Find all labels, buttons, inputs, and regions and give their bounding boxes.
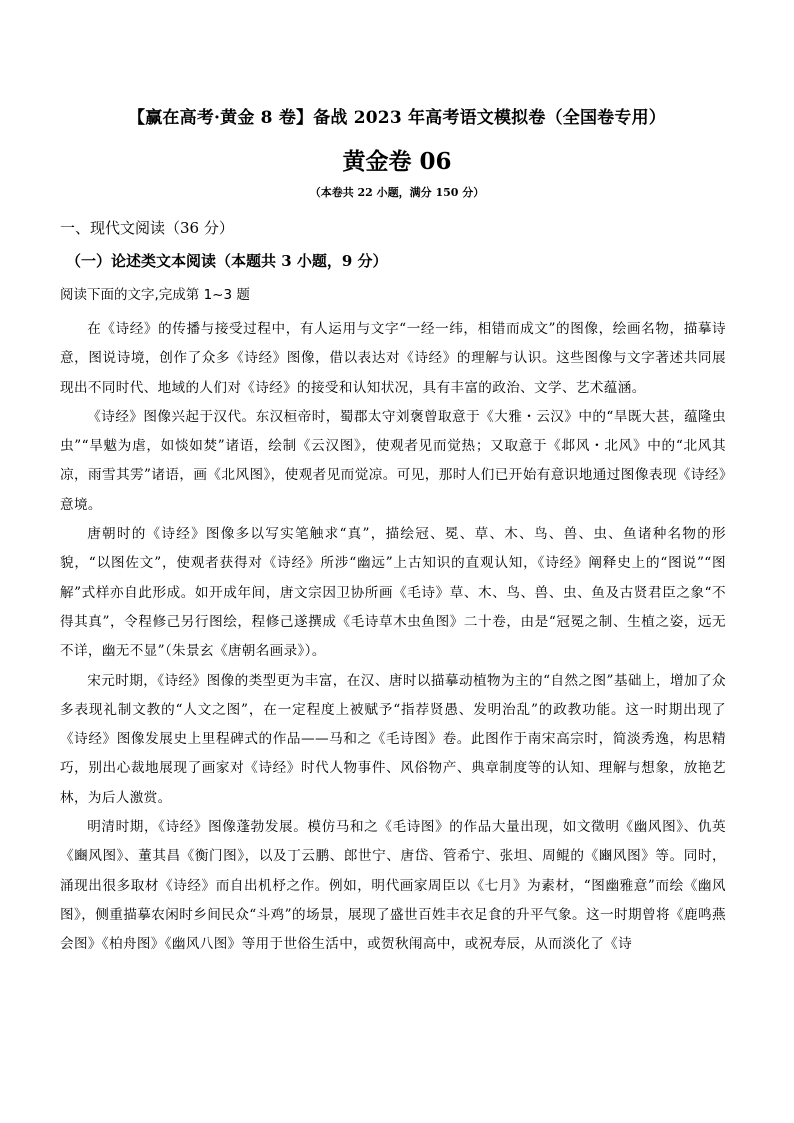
exam-scope-note: （本卷共 22 小题，满分 150 分）: [309, 186, 485, 199]
exam-paper-title: 黄金卷 06: [342, 148, 452, 175]
passage-paragraph: 明清时期，《诗经》图像蓬勃发展。模仿马和之《毛诗图》的作品大量出现，如文徵明《幽风图》、仇英《豳风图》、董其昌《衡门图》，以及丁云鹏、郎世宁、唐岱、管希宁、张坦、周鲲的《豳风图》等。同时，涌现出很多取材《诗经》而自出机杼之作。例如，明代画家周臣以《七月》为素材，“图幽雅意”而绘《幽风图》，侧重描摹农闲时乡间民众“斗鸡”的场景，展现了盛世百姓丰衣足食的升平气象。这一时期曾将《鹿鸣燕会图》《柏舟图》《幽风八图》等用于世俗生活中，或贺秋闱高中，或祝寿辰，从而淡化了《诗: [60, 819, 726, 953]
reading-instruction: 阅读下面的文字,完成第 1~3 题: [60, 287, 250, 303]
exam-series-title: 【赢在高考·黄金 8 卷】备战 2023 年高考语文模拟卷（全国卷专用）: [128, 108, 666, 128]
passage-paragraph: 唐朝时的《诗经》图像多以写实笔触求“真”，描绘冠、冕、草、木、鸟、兽、虫、鱼诸种名物的形貌，“以图佐文”，使观者获得对《诗经》所涉“幽远”上古知识的直观认知，《诗经》阐释史上的“图说”“图解”式样亦自此形成。如开成年间，唐文宗因卫协所画《毛诗》草、木、鸟、兽、虫、鱼及古贤君臣之象“不得其真”，令程修己另行图绘，程修己遂撰成《毛诗草木虫鱼图》二十卷，由是“冠冕之制、生植之姿，远无不详，幽无不显”（朱景玄《唐朝名画录》）。: [60, 526, 726, 660]
reading-passage: [60, 315, 726, 960]
passage-paragraph: 《诗经》图像兴起于汉代。东汉桓帝时，蜀郡太守刘褒曾取意于《大雅・云汉》中的“旱既大甚，蕴隆虫虫”“旱魃为虐，如惔如焚”诸语，绘制《云汉图》，使观者见而觉热；又取意于《邶风・北风》中的“北风其凉，雨雪其雱”诸语，画《北风图》，使观者见而觉凉。可见，那时人们已开始有意识地通过图像表现《诗经》意境。: [60, 408, 726, 513]
section-heading-modern-reading: 一、现代文阅读（36 分）: [60, 219, 234, 237]
passage-paragraph: 宋元时期，《诗经》图像的类型更为丰富，在汉、唐时以描摹动植物为主的“自然之图”基础上，增加了众多表现礼制文教的“人文之图”，在一定程度上被赋予“指荐贤愚、发明治乱”的政教功能。这一时期出现了《诗经》图像发展史上里程碑式的作品——马和之《毛诗图》卷。此图作于南宋高宗时，简淡秀逸，构思精巧，别出心裁地展现了画家对《诗经》时代人物事件、风俗物产、典章制度等的认知、理解与想象，放艳艺林，为后人激赏。: [60, 672, 726, 806]
subsection-heading-argumentative-reading: （一）论述类文本阅读（本题共 3 小题，9 分）: [66, 252, 388, 270]
passage-paragraph: 在《诗经》的传播与接受过程中，有人运用与文字“一经一纬，相错而成文”的图像，绘画名物，描摹诗意，图说诗境，创作了众多《诗经》图像，借以表达对《诗经》的理解与认识。这些图像与文字著述共同展现出不同时代、地域的人们对《诗经》的接受和认知状况，具有丰富的政治、文学、艺术蕴涵。: [60, 321, 726, 396]
